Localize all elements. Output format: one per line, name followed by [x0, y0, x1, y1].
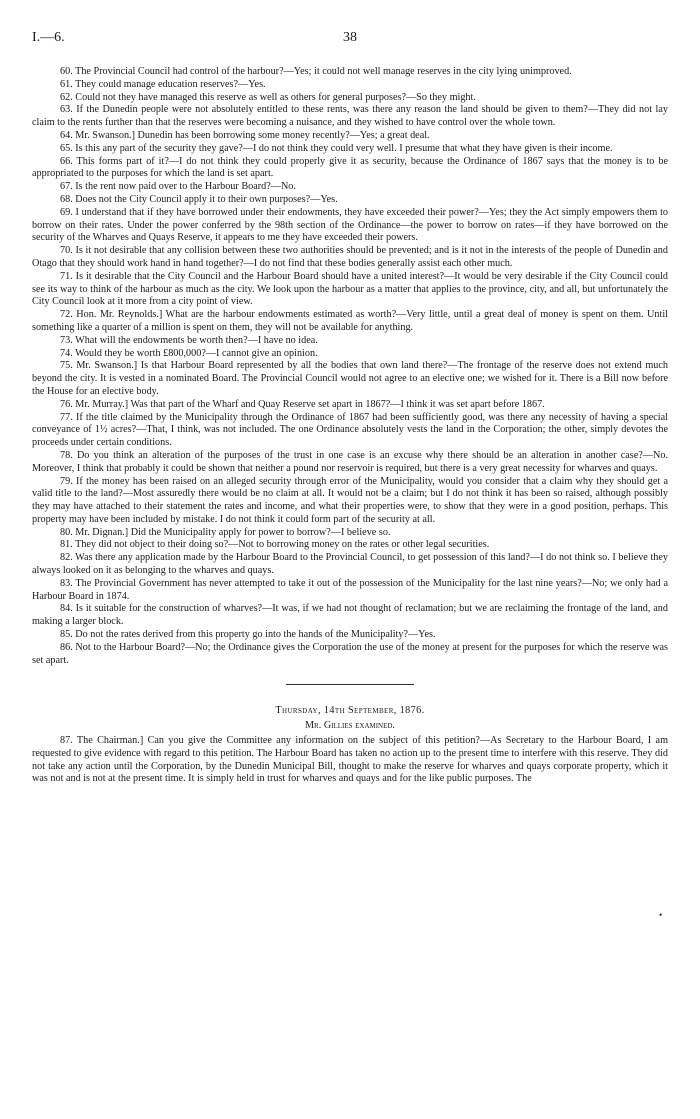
paper-reference: I.—6. [32, 30, 65, 45]
section-divider [286, 684, 414, 685]
paragraph-79: 79. If the money has been raised on an alleged security through error of the Municipality, would you consider that a claim why they should get a valid title to the land?—Most assuredly there would be no claim at all. It would not be a claim; but I do not think it has been so raised, although possibly they may have attached to their statement the rates and income, and what their properties were, to show that they were in a good position, perhaps. This property may have been included by mistake. I do not think it could form part of the security at all. [32, 475, 668, 525]
paragraph-83: 83. The Provincial Government has never attempted to take it out of the possession of the Municipality for the last nine years?—No; we only had a Harbour Board in 1874. [32, 577, 668, 602]
paragraph-78: 78. Do you think an alteration of the purposes of the trust in one case is an excuse why there should be an alteration in another case?—No. Moreover, I think that probably it could be shown that neither a pound nor reservoir is required, but there is a very great necessity for wharves and quays. [32, 449, 668, 474]
paragraph-65: 65. Is this any part of the security they gave?—I do not think they could very well. I presume that what they have given is their income. [60, 142, 613, 154]
margin-mark: • [659, 910, 663, 920]
paragraph-64: 64. Mr. Swanson.] Dunedin has been borrowing some money recently?—Yes; a great deal. [60, 129, 430, 141]
paragraph-76: 76. Mr. Murray.] Was that part of the Wharf and Quay Reserve set apart in 1867?—I think it was set apart before 1867. [60, 398, 545, 410]
paragraph-69: 69. I understand that if they have borrowed under their endowments, they have exceeded their power?—Yes; they the Act simply empowers them to borrow on their rates. Under the power conferred by the 98th section of the Ordinance—the power to borrow on rates—if they have borrowed on the security of the Wharves and Quays Reserve, it appears to me they have exceeded their powers. [32, 206, 668, 244]
witness-heading: Mr. Gillies examined. [305, 720, 395, 732]
paragraph-68: 68. Does not the City Council apply it to their own purposes?—Yes. [60, 193, 338, 205]
paragraph-60: 60. The Provincial Council had control of the harbour?—Yes; it could not well manage reserves in the city lying unimproved. [60, 66, 572, 77]
page-header [32, 30, 668, 50]
paragraph-75: 75. Mr. Swanson.] Is that Harbour Board represented by all the bodies that own land there?—The frontage of the reserve does not extend much beyond the city. It is vested in a nominated Board. The Provincial Council would not agree to an elective one; we wished for it. There is a Bill now before the House for an elective body. [32, 360, 668, 397]
paragraph-82: 82. Was there any application made by the Harbour Board to the Provincial Council, to get possession of this land?—I do not think so. I believe they always looked on it as belonging to the wharves and quays. [32, 552, 668, 577]
paragraph-85: 85. Do not the rates derived from this property go into the hands of the Municipality?—Yes. [60, 629, 436, 641]
paragraph-87: 87. The Chairman.] Can you give the Committee any information on the subject of this petition?—As Secretary to the Harbour Board, I am requested to give evidence with regard to this petition. The Harbour Board has taken no action up to the present time to interfere with this reserve. They did not take any action until the Corporation, by the Dunedin Municipal Bill, thought to make the reserve for wharves and quays corporate property, which it was not and is not at the present time. It is simply held in trust for wharves and quays and for the like public purposes. The [32, 735, 668, 785]
paragraph-66: 66. This forms part of it?—I do not think they could properly give it as security, because the Ordinance of 1867 says that the money is to be appropriated to the purposes for which the land is set apart. [32, 155, 668, 180]
paragraph-72: 72. Hon. Mr. Reynolds.] What are the harbour endowments estimated as worth?—Very little, until a great deal of money is spent on them. Until something like a quarter of a million is spent on them, they will not be available for anything. [32, 309, 668, 333]
session-date: Thursday, 14th September, 1876. [275, 705, 425, 717]
paragraph-71: 71. Is it desirable that the City Council and the Harbour Board should have a united interest?—It would be very desirable if the City Council could see its way to think of the harbour as much as the city. We look upon the harbour as a matter that applies to the province, city, and all, but unfortunately the City Council look at it more from a city point of view. [32, 270, 668, 308]
paragraph-81: 81. They did not object to their doing so?—Not to borrowing money on the rates or other legal securities. [60, 539, 490, 551]
paragraph-77: 77. If the title claimed by the Municipality through the Ordinance of 1867 had been sufficiently good, was there any necessity of having a special conveyance of 1½ acres?—That, I think, was not included. The one Ordinance absolutely vests the land in the Corporation; the other, simply devotes the proceeds under certain conditions. [32, 411, 668, 449]
paragraph-63: 63. If the Dunedin people were not absolutely entitled to these rents, was there any reason the land should be given to them?—They did not lay claim to the rents further than that the reserves were becoming a nuisance, and they wished to have control over the whole town. [32, 104, 668, 129]
paragraph-73: 73. What will the endowments be worth then?—I have no idea. [60, 334, 318, 346]
paragraph-61: 61. They could manage education reserves?—Yes. [60, 78, 266, 90]
paragraph-62: 62. Could not they have managed this reserve as well as others for general purposes?—So they might. [60, 91, 476, 103]
document-body [32, 66, 668, 786]
paragraph-84: 84. Is it suitable for the construction of wharves?—It was, if we had not thought of reclamation; but we are reclaiming the frontage of the land, and making a larger block. [32, 603, 668, 628]
paragraph-67: 67. Is the rent now paid over to the Harbour Board?—No. [60, 181, 296, 193]
paragraph-86: 86. Not to the Harbour Board?—No; the Ordinance gives the Corporation the use of the money at present for the purposes for which the reserve was set apart. [32, 641, 668, 666]
paragraph-80: 80. Mr. Dignan.] Did the Municipality apply for power to borrow?—I believe so. [60, 526, 391, 538]
paragraph-74: 74. Would they be worth £800,000?—I cannot give an opinion. [60, 347, 318, 359]
paragraph-70: 70. Is it not desirable that any collision between these two authorities should be prevented; and is it not in the interests of the people of Dunedin and Otago that they should work hand in hand together?—I do not find that these bodies generally assist each other much. [32, 245, 668, 269]
page-number: 38 [343, 30, 357, 45]
